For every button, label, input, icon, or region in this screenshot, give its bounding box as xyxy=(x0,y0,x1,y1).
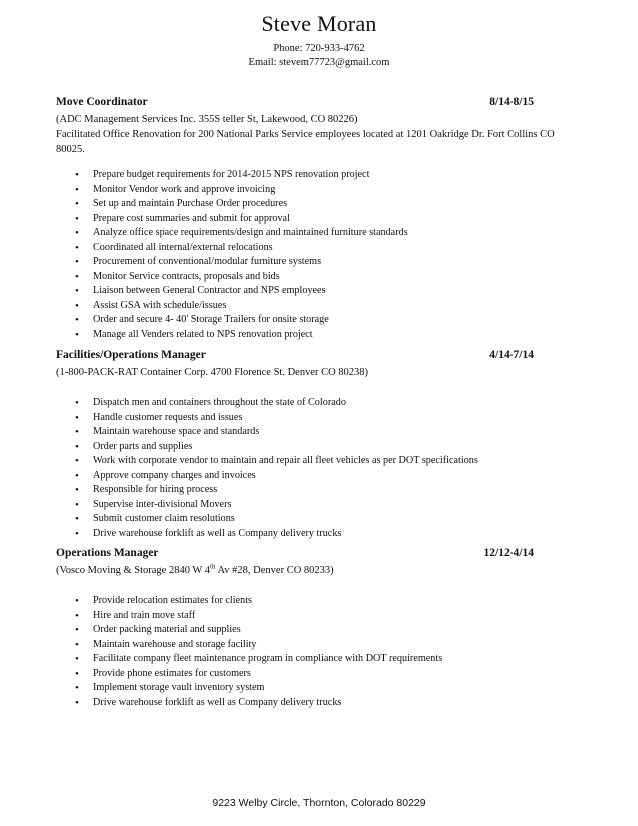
duty-text: Order packing material and supplies xyxy=(93,624,241,635)
footer-address: 9223 Welby Circle, Thornton, Colorado 80229 xyxy=(212,797,426,809)
duty-text: Manage all Venders related to NPS renovation project xyxy=(93,328,313,340)
duty-text: Assist GSA with schedule/issues xyxy=(93,299,227,311)
duty-text: Prepare budget requirements for 2014-2015 NPS renovation project xyxy=(93,169,370,180)
duty-item xyxy=(56,197,582,212)
bullet-icon: • xyxy=(75,256,79,268)
bullet-icon: • xyxy=(75,198,79,210)
job-heading xyxy=(56,547,582,561)
job-heading xyxy=(56,349,582,363)
bullet-icon: • xyxy=(75,411,79,424)
duty-item xyxy=(56,226,582,241)
duty-text: Approve company charges and invoices xyxy=(93,469,256,481)
duty-item xyxy=(56,696,582,711)
job-dates: 8/14-8/15 xyxy=(489,96,534,108)
candidate-name: Steve Moran xyxy=(261,11,377,36)
duty-text: Monitor Vendor work and approve invoicing xyxy=(93,183,276,195)
bullet-icon: • xyxy=(75,638,79,651)
job-section-facilities-manager xyxy=(56,349,582,541)
duty-item xyxy=(56,328,582,343)
duty-item xyxy=(56,483,582,498)
duty-item xyxy=(56,594,582,609)
bullet-icon: • xyxy=(75,527,79,540)
bullet-icon: • xyxy=(75,682,79,694)
duty-item xyxy=(56,638,582,653)
company-line: (ADC Management Services Inc. 355S teller St, Lakewood, CO 80226) xyxy=(56,114,358,125)
duty-text: Work with corporate vendor to maintain and repair all fleet vehicles as per DOT specifications xyxy=(93,455,478,466)
duty-text: Provide phone estimates for customers xyxy=(93,667,251,679)
duty-item xyxy=(56,623,582,638)
bullet-icon: • xyxy=(75,469,79,482)
phone-line: Phone: 720-933-4762 xyxy=(273,43,365,54)
duty-item xyxy=(56,609,582,624)
bullet-icon: • xyxy=(75,426,79,438)
duty-item xyxy=(56,512,582,527)
duties-list xyxy=(56,396,582,541)
ordinal-suffix: th xyxy=(210,562,216,571)
duty-text: Maintain warehouse and storage facility xyxy=(93,638,257,650)
duty-item xyxy=(56,183,582,198)
bullet-icon: • xyxy=(75,397,79,409)
duty-text: Facilitate company fleet maintenance program in compliance with DOT requirements xyxy=(93,653,443,664)
bullet-icon: • xyxy=(75,653,79,665)
duty-text: Hire and train move staff xyxy=(93,609,196,621)
duty-item xyxy=(56,498,582,513)
bullet-icon: • xyxy=(75,183,79,196)
duty-item xyxy=(56,212,582,227)
job-dates: 12/12-4/14 xyxy=(483,547,534,559)
duty-text: Set up and maintain Purchase Order procedures xyxy=(93,198,288,209)
duty-item xyxy=(56,241,582,256)
job-title: Operations Manager xyxy=(56,547,159,559)
duty-text: Order and secure 4- 40' Storage Trailers for onsite storage xyxy=(93,314,329,325)
duty-text: Responsible for hiring process xyxy=(93,484,218,495)
bullet-icon: • xyxy=(75,328,79,341)
job-description-cont: 80025. xyxy=(56,144,85,155)
duty-item xyxy=(56,527,582,542)
bullet-icon: • xyxy=(75,513,79,525)
duty-text: Maintain warehouse space and standards xyxy=(93,426,260,437)
duty-text: Order parts and supplies xyxy=(93,440,193,452)
duty-item xyxy=(56,440,582,455)
duty-item xyxy=(56,255,582,270)
duty-item xyxy=(56,454,582,469)
bullet-icon: • xyxy=(75,227,79,239)
bullet-icon: • xyxy=(75,299,79,312)
job-heading xyxy=(56,96,582,110)
job-title: Move Coordinator xyxy=(56,96,148,108)
bullet-icon: • xyxy=(75,285,79,297)
duty-item xyxy=(56,313,582,328)
duties-list xyxy=(56,594,582,710)
bullet-icon: • xyxy=(75,440,79,453)
bullet-icon: • xyxy=(75,270,79,283)
company-line xyxy=(56,563,582,578)
bullet-icon: • xyxy=(75,212,79,225)
bullet-icon: • xyxy=(75,498,79,511)
job-section-operations-manager xyxy=(56,547,582,710)
duty-item xyxy=(56,299,582,314)
bullet-icon: • xyxy=(75,667,79,680)
bullet-icon: • xyxy=(75,609,79,622)
duty-item xyxy=(56,411,582,426)
duty-text: Drive warehouse forklift as well as Company delivery trucks xyxy=(93,527,342,539)
bullet-icon: • xyxy=(75,484,79,496)
duty-text: Dispatch men and containers throughout the state of Colorado xyxy=(93,397,346,408)
duty-text: Supervise inter-divisional Movers xyxy=(93,498,232,510)
duty-text: Coordinated all internal/external relocations xyxy=(93,241,273,253)
duty-text: Drive warehouse forklift as well as Company delivery trucks xyxy=(93,696,342,708)
bullet-icon: • xyxy=(75,169,79,181)
company-line: (1-800-PACK-RAT Container Corp. 4700 Florence St. Denver CO 80238) xyxy=(56,367,369,378)
bullet-icon: • xyxy=(75,314,79,326)
duty-text: Provide relocation estimates for clients xyxy=(93,595,252,606)
company-line-start: (Vosco Moving & Storage 2840 W 4 xyxy=(56,565,210,576)
bullet-icon: • xyxy=(75,624,79,636)
job-section-move-coordinator xyxy=(56,96,582,342)
duty-text: Analyze office space requirements/design and maintained furniture standards xyxy=(93,227,408,238)
bullet-icon: • xyxy=(75,241,79,254)
job-description: Facilitated Office Renovation for 200 National Parks Service employees located at 1201 Oakridge Dr. Fort Collins CO xyxy=(56,129,555,140)
job-dates: 4/14-7/14 xyxy=(489,349,534,361)
duty-text: Liaison between General Contractor and NPS employees xyxy=(93,285,326,296)
job-title: Facilities/Operations Manager xyxy=(56,349,206,361)
duty-item xyxy=(56,652,582,667)
duty-text: Handle customer requests and issues xyxy=(93,411,243,423)
duty-item xyxy=(56,667,582,682)
duty-item xyxy=(56,270,582,285)
company-line-end: Av #28, Denver CO 80233) xyxy=(215,565,334,576)
duty-item xyxy=(56,284,582,299)
duty-item xyxy=(56,469,582,484)
bullet-icon: • xyxy=(75,595,79,607)
duty-item xyxy=(56,425,582,440)
duty-item xyxy=(56,168,582,183)
duties-list xyxy=(56,168,582,342)
duty-text: Prepare cost summaries and submit for approval xyxy=(93,212,290,224)
duty-text: Implement storage vault inventory system xyxy=(93,682,265,693)
duty-text: Submit customer claim resolutions xyxy=(93,513,235,524)
bullet-icon: • xyxy=(75,455,79,467)
email-line: Email: stevem77723@gmail.com xyxy=(248,57,390,68)
bullet-icon: • xyxy=(75,696,79,709)
duty-text: Procurement of conventional/modular furniture systems xyxy=(93,256,322,267)
duty-text: Monitor Service contracts, proposals and bids xyxy=(93,270,280,282)
duty-item xyxy=(56,396,582,411)
duty-item xyxy=(56,681,582,696)
